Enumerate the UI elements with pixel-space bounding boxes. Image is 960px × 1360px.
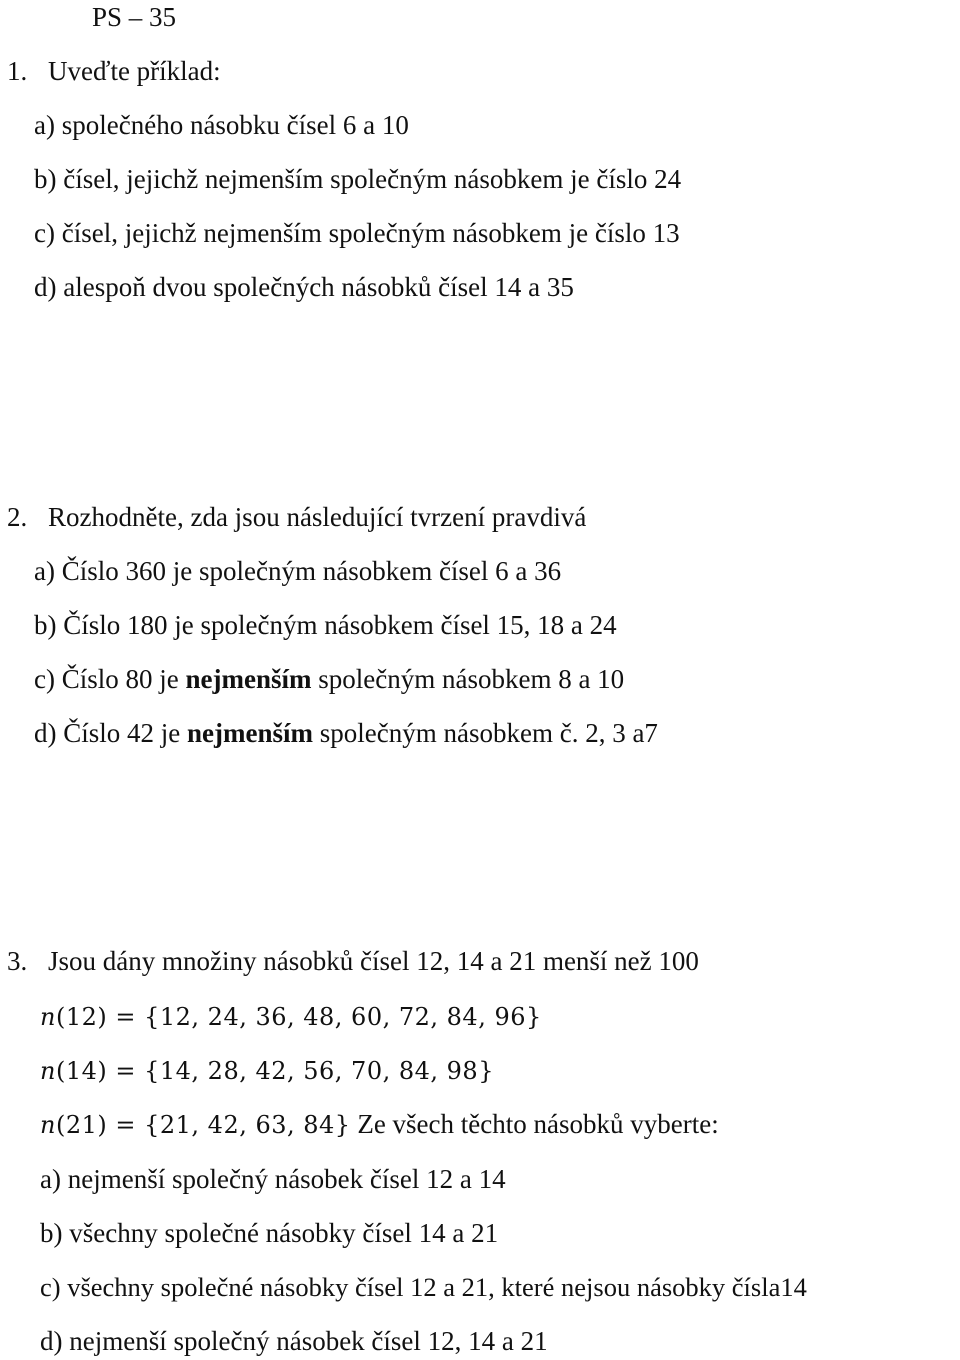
set-formula [40,1057,494,1085]
set-formula [40,1111,351,1139]
task1-item-a [34,112,409,139]
item-label: c) [40,1272,61,1302]
item-label: d) [40,1326,63,1356]
item-text: alespoň dvou společných násobků čísel 14 a 35 [63,272,574,302]
worksheet-code: PS – 35 [92,2,177,32]
item-label: d) [34,272,57,302]
item-text-post: společným násobkem 8 a 10 [311,664,625,694]
set-n12 [40,1003,542,1030]
set-n14 [40,1057,494,1084]
task2-title: Rozhodněte, zda jsou následující tvrzení pravdivá [48,502,587,532]
task3-item-b [40,1220,498,1247]
set-value: = {21, 42, 63, 84} [107,1111,351,1139]
set-variable: n [40,1003,56,1031]
item-text-bold: nejmenším [185,664,312,694]
task2-item-d [34,720,658,747]
task3-item-d [40,1328,548,1355]
item-label: b) [34,164,57,194]
task3-number: 3. [7,946,28,976]
item-label: c) [34,218,55,248]
item-text: Číslo 180 je společným násobkem čísel 15, 18 a 24 [63,610,617,640]
item-label: a) [40,1164,61,1194]
set-value: = {14, 28, 42, 56, 70, 84, 98} [107,1057,494,1085]
item-label: b) [34,610,57,640]
set-variable: n [40,1057,56,1085]
item-text: Číslo 360 je společným násobkem čísel 6 a 36 [61,556,562,586]
item-label: a) [34,556,55,586]
set-argument: (12) [55,1003,108,1031]
item-label: c) [34,664,55,694]
item-text-pre: Číslo 42 je [63,718,188,748]
item-text-bold: nejmenším [187,718,313,748]
item-text: nejmenší společný násobek čísel 12 a 14 [67,1164,506,1194]
set-value: = {12, 24, 36, 48, 60, 72, 84, 96} [107,1003,542,1031]
item-text [63,718,658,748]
task1-title: Uveďte příklad: [48,56,221,86]
task3-item-c [40,1274,807,1301]
item-text: čísel, jejichž nejmenším společným násobkem je číslo 13 [61,218,680,248]
task3-title: Jsou dány množiny násobků čísel 12, 14 a 21 menší než 100 [48,946,699,976]
task2-item-b [34,612,617,639]
set-n21 [40,1111,719,1138]
item-text [62,664,624,694]
set-argument: (21) [55,1111,108,1139]
item-text: všechny společné násobky čísel 14 a 21 [69,1218,499,1248]
set-formula [40,1003,542,1031]
task3-item-a [40,1166,506,1193]
item-text-pre: Číslo 80 je [61,664,186,694]
item-label: b) [40,1218,63,1248]
item-label: d) [34,718,57,748]
item-text: všechny společné násobky čísel 12 a 21, které nejsou násobky čísla14 [67,1272,807,1302]
task1-item-b [34,166,681,193]
task2-item-c [34,666,624,693]
item-text-post: společným násobkem č. 2, 3 a7 [313,718,658,748]
item-text: čísel, jejichž nejmenším společným násobkem je číslo 24 [63,164,682,194]
item-label: a) [34,110,55,140]
task2-item-a [34,558,561,585]
task3-instruction: Ze všech těchto násobků vyberte: [350,1109,719,1139]
task1-number: 1. [7,56,28,86]
set-variable: n [40,1111,56,1139]
item-text: nejmenší společný násobek čísel 12, 14 a 21 [69,1326,548,1356]
item-text: společného násobku čísel 6 a 10 [61,110,409,140]
task3-heading [7,948,699,975]
task1-item-d [34,274,574,301]
set-argument: (14) [55,1057,108,1085]
task1-heading [7,58,221,85]
task1-item-c [34,220,680,247]
task2-heading [7,504,586,531]
task2-number: 2. [7,502,28,532]
